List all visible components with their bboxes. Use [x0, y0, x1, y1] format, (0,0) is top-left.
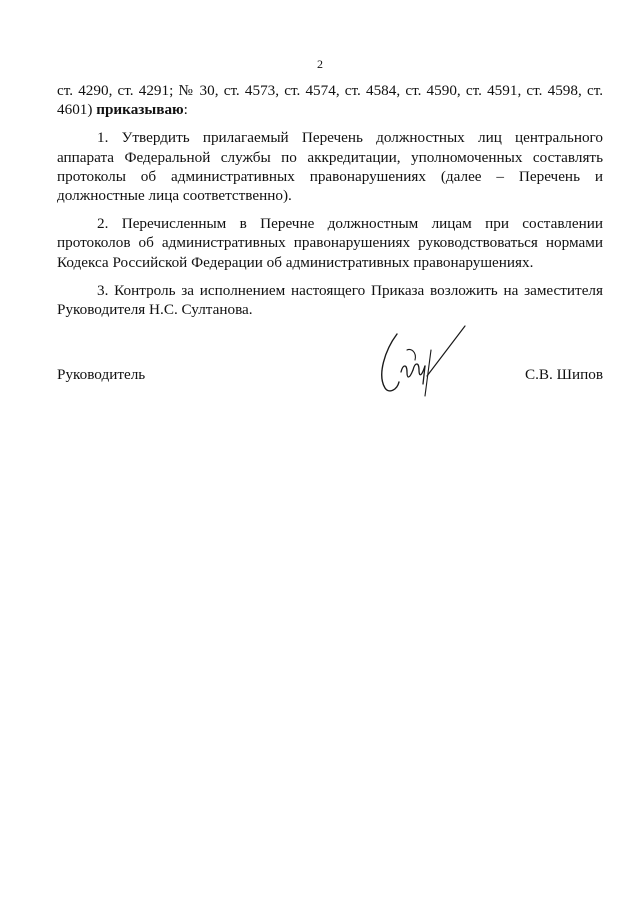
intro-bold-word: приказываю: [96, 101, 184, 119]
intro-text: ст. 4290, ст. 4291; № 30, ст. 4573, ст. 4574, ст. 4584, ст. 4590, ст. 4591, ст. 4598, ст. 4601): [57, 82, 603, 119]
handwritten-signature-icon: [367, 320, 477, 400]
order-item-1: 1. Утвердить прилагаемый Перечень должностных лиц центрального аппарата Федеральной службы по аккредитации, уполномоченных составлять протоколы об административных правонарушениях (далее – Перечень и должностные лица соответственно).: [57, 129, 603, 205]
intro-paragraph: [57, 81, 603, 119]
intro-colon: :: [183, 101, 188, 119]
signature-block: [57, 320, 603, 400]
page-number: 2: [317, 57, 323, 71]
signatory-name: С.В. Шипов: [525, 366, 603, 383]
document-body: [57, 81, 603, 328]
order-item-3: 3. Контроль за исполнением настоящего Приказа возложить на заместителя Руководителя Н.С. Султанова.: [57, 281, 603, 319]
signatory-title: Руководитель: [57, 366, 146, 383]
order-item-2: 2. Перечисленным в Перечне должностным лицам при составлении протоколов об административных правонарушениях руководствоваться нормами Кодекса Российской Федерации об административных правонарушениях.: [57, 215, 603, 271]
